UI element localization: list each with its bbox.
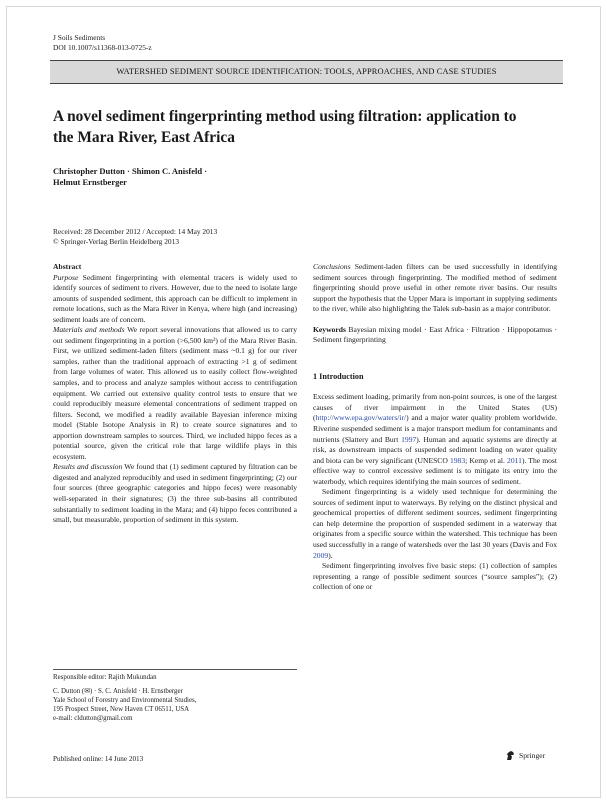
abstract-results — [53, 462, 297, 525]
abstract-column — [53, 262, 297, 526]
author-list — [53, 166, 313, 188]
abstract-purpose — [53, 273, 297, 326]
conclusions-label: Conclusions — [313, 262, 351, 271]
results-label: Results and discussion — [53, 462, 123, 472]
affiliation-authors: C. Dutton (✉) · S. C. Anisfeld · H. Ernstberger — [53, 688, 183, 695]
springer-horse-icon — [505, 750, 516, 761]
citation-link[interactable]: 2009 — [313, 550, 329, 560]
intro-paragraph-2 — [313, 487, 557, 561]
authors-line-1: Christopher Dutton · Shimon C. Anisfeld · — [53, 166, 208, 176]
doi: DOI 10.1007/s11368-013-0725-z — [53, 43, 152, 52]
authors-line-2: Helmut Ernstberger — [53, 177, 127, 187]
section-heading-introduction: 1 Introduction — [313, 371, 364, 381]
intro-paragraph-3: Sediment fingerprinting involves five basic steps: (1) collection of samples representing a range of possible sediment sources (“source samples”); (2) collection of one or — [313, 561, 557, 592]
topical-collection-banner: WATERSHED SEDIMENT SOURCE IDENTIFICATION: TOOLS, APPROACHES, AND CASE STUDIES — [50, 60, 563, 84]
journal-name: J Soils Sediments — [53, 33, 106, 42]
publisher-name: Springer — [519, 750, 546, 760]
body-column — [313, 262, 557, 593]
methods-text: We report several innovations that allowed us to carry out sediment fingerprinting in a portion (>6,500 km²) of the Mara River Basin. First, we utilized sediment-laden filters (sediment mass ~0.1 g) for our river samples, rather than the traditional approach of extracting >1 g of sediment from large volumes of water. This allowed us to easily collect flow-weighted samples, and to process and analyze samples without access to centrifugation equipment. We carried out extensive quality control tests to ensure that we could reproducibly measure elemental concentrations of sediment trapped on filters. Second, we modified a readily available Bayesian inference mixing model (Stable Isotope Analysis in R) to create source signatures and to apportion downstream samples to sources. Third, we included hippo feces as a potential source, given the critical role that large wildlife plays in this ecosystem. — [53, 325, 297, 461]
journal-header — [53, 33, 152, 53]
citation-link[interactable]: 1997 — [401, 434, 417, 444]
intro-paragraph-1 — [313, 392, 557, 487]
conclusions-text: Sediment-laden filters can be used successfully in identifying sediment sources through fingerprinting. The modified method of sediment fingerprinting should prove useful in other remote river basins. Our results support the hypothesis that the Upper Mara is important in supplying sediments to the river, while also highlighting the Talek sub-basin as a major contributor. — [313, 262, 557, 314]
keywords-label: Keywords — [313, 324, 346, 334]
intro-p2-text-a: Sediment fingerprinting is a widely used technique for determining the sources of sediment input to waterways. By relying on the distinct physical and geochemical properties of different sediment sources, sediment fingerprinting can help determine the proportion of suspended sediment in a waterway that originates from a specific source within the watershed. This technique has been used successfully in a range of watersheds over the last 30 years (Davis and Fox — [313, 487, 557, 550]
intro-p1-text-c: ). Human and aquatic systems are directly at risk, as downstream impacts of suspended sediment loading on water quality and biota can be very significant (UNESCO — [313, 434, 558, 465]
footnote-divider — [53, 669, 297, 670]
intro-p1-text-e: ). The most effective way to control excessive sediment is to mitigate its entry into the waterbody, which requires identifying the main sources of sediment. — [313, 455, 557, 486]
intro-p2-text-b: ). — [328, 550, 333, 560]
affiliation-email[interactable]: e-mail: cldutton@gmail.com — [53, 715, 133, 722]
purpose-label: Purpose — [53, 272, 79, 282]
abstract-methods — [53, 325, 297, 462]
springer-logo — [505, 750, 545, 761]
author-affiliation — [53, 687, 297, 723]
keywords — [313, 325, 557, 346]
citation-link[interactable]: 2011 — [507, 455, 522, 465]
received-accepted: Received: 28 December 2012 / Accepted: 14 May 2013 — [53, 227, 218, 236]
results-text: We found that (1) sediment captured by filtration can be digested and analyzed reproducibly and used in sediment fingerprinting; (2) our four sources (three geographic categories and hippo feces) were reasonably well-separated in their signatures; (3) the three sub-basins all contributed substantially to sediment loading in the Mara; and (4) hippo feces contributed a small, but measurable, proportion of sediment in this system. — [53, 462, 297, 525]
responsible-editor: Responsible editor: Rajith Mukundan — [53, 674, 157, 681]
intro-p1-text-b: ) and a major water quality problem worldwide. Riverine suspended sediment is a major transport medium for contaminants and nutrients (Slattery and Burt — [313, 413, 557, 444]
keywords-text: Bayesian mixing model · East Africa · Filtration · Hippopotamus · Sediment fingerprinting — [313, 324, 557, 345]
abstract-conclusions — [313, 262, 557, 315]
affiliation-school: Yale School of Forestry and Environmental Studies, — [53, 697, 197, 704]
abstract-heading: Abstract — [53, 262, 82, 271]
copyright: © Springer-Verlag Berlin Heidelberg 2013 — [53, 236, 180, 246]
affiliation-address: 195 Prospect Street, New Haven CT 06511, USA — [53, 706, 190, 713]
article-dates — [53, 227, 217, 246]
intro-p1-text-a: Excess sediment loading, primarily from non-point sources, is one of the largest causes of river impairment in the United States (US) ( — [313, 392, 557, 423]
epa-link[interactable]: http://www.epa.gov/waters/ir/ — [315, 413, 407, 423]
published-online: Published online: 14 June 2013 — [53, 755, 144, 763]
purpose-text: Sediment fingerprinting with elemental tracers is widely used to identify sources of sediment to rivers. However, due to the need to isolate large amounts of suspended sediment, this approach can be difficult to implement in remote locations, such as the Mara River in Kenya, where high (and increasing) sediment loads are of concern. — [53, 272, 297, 324]
intro-p1-text-d: ; Kemp et al. — [465, 455, 508, 465]
article-title: A novel sediment fingerprinting method using filtration: application to the Mara River, East Africa — [53, 108, 517, 146]
methods-label: Materials and methods — [53, 325, 125, 335]
citation-link[interactable]: 1983 — [449, 455, 466, 465]
